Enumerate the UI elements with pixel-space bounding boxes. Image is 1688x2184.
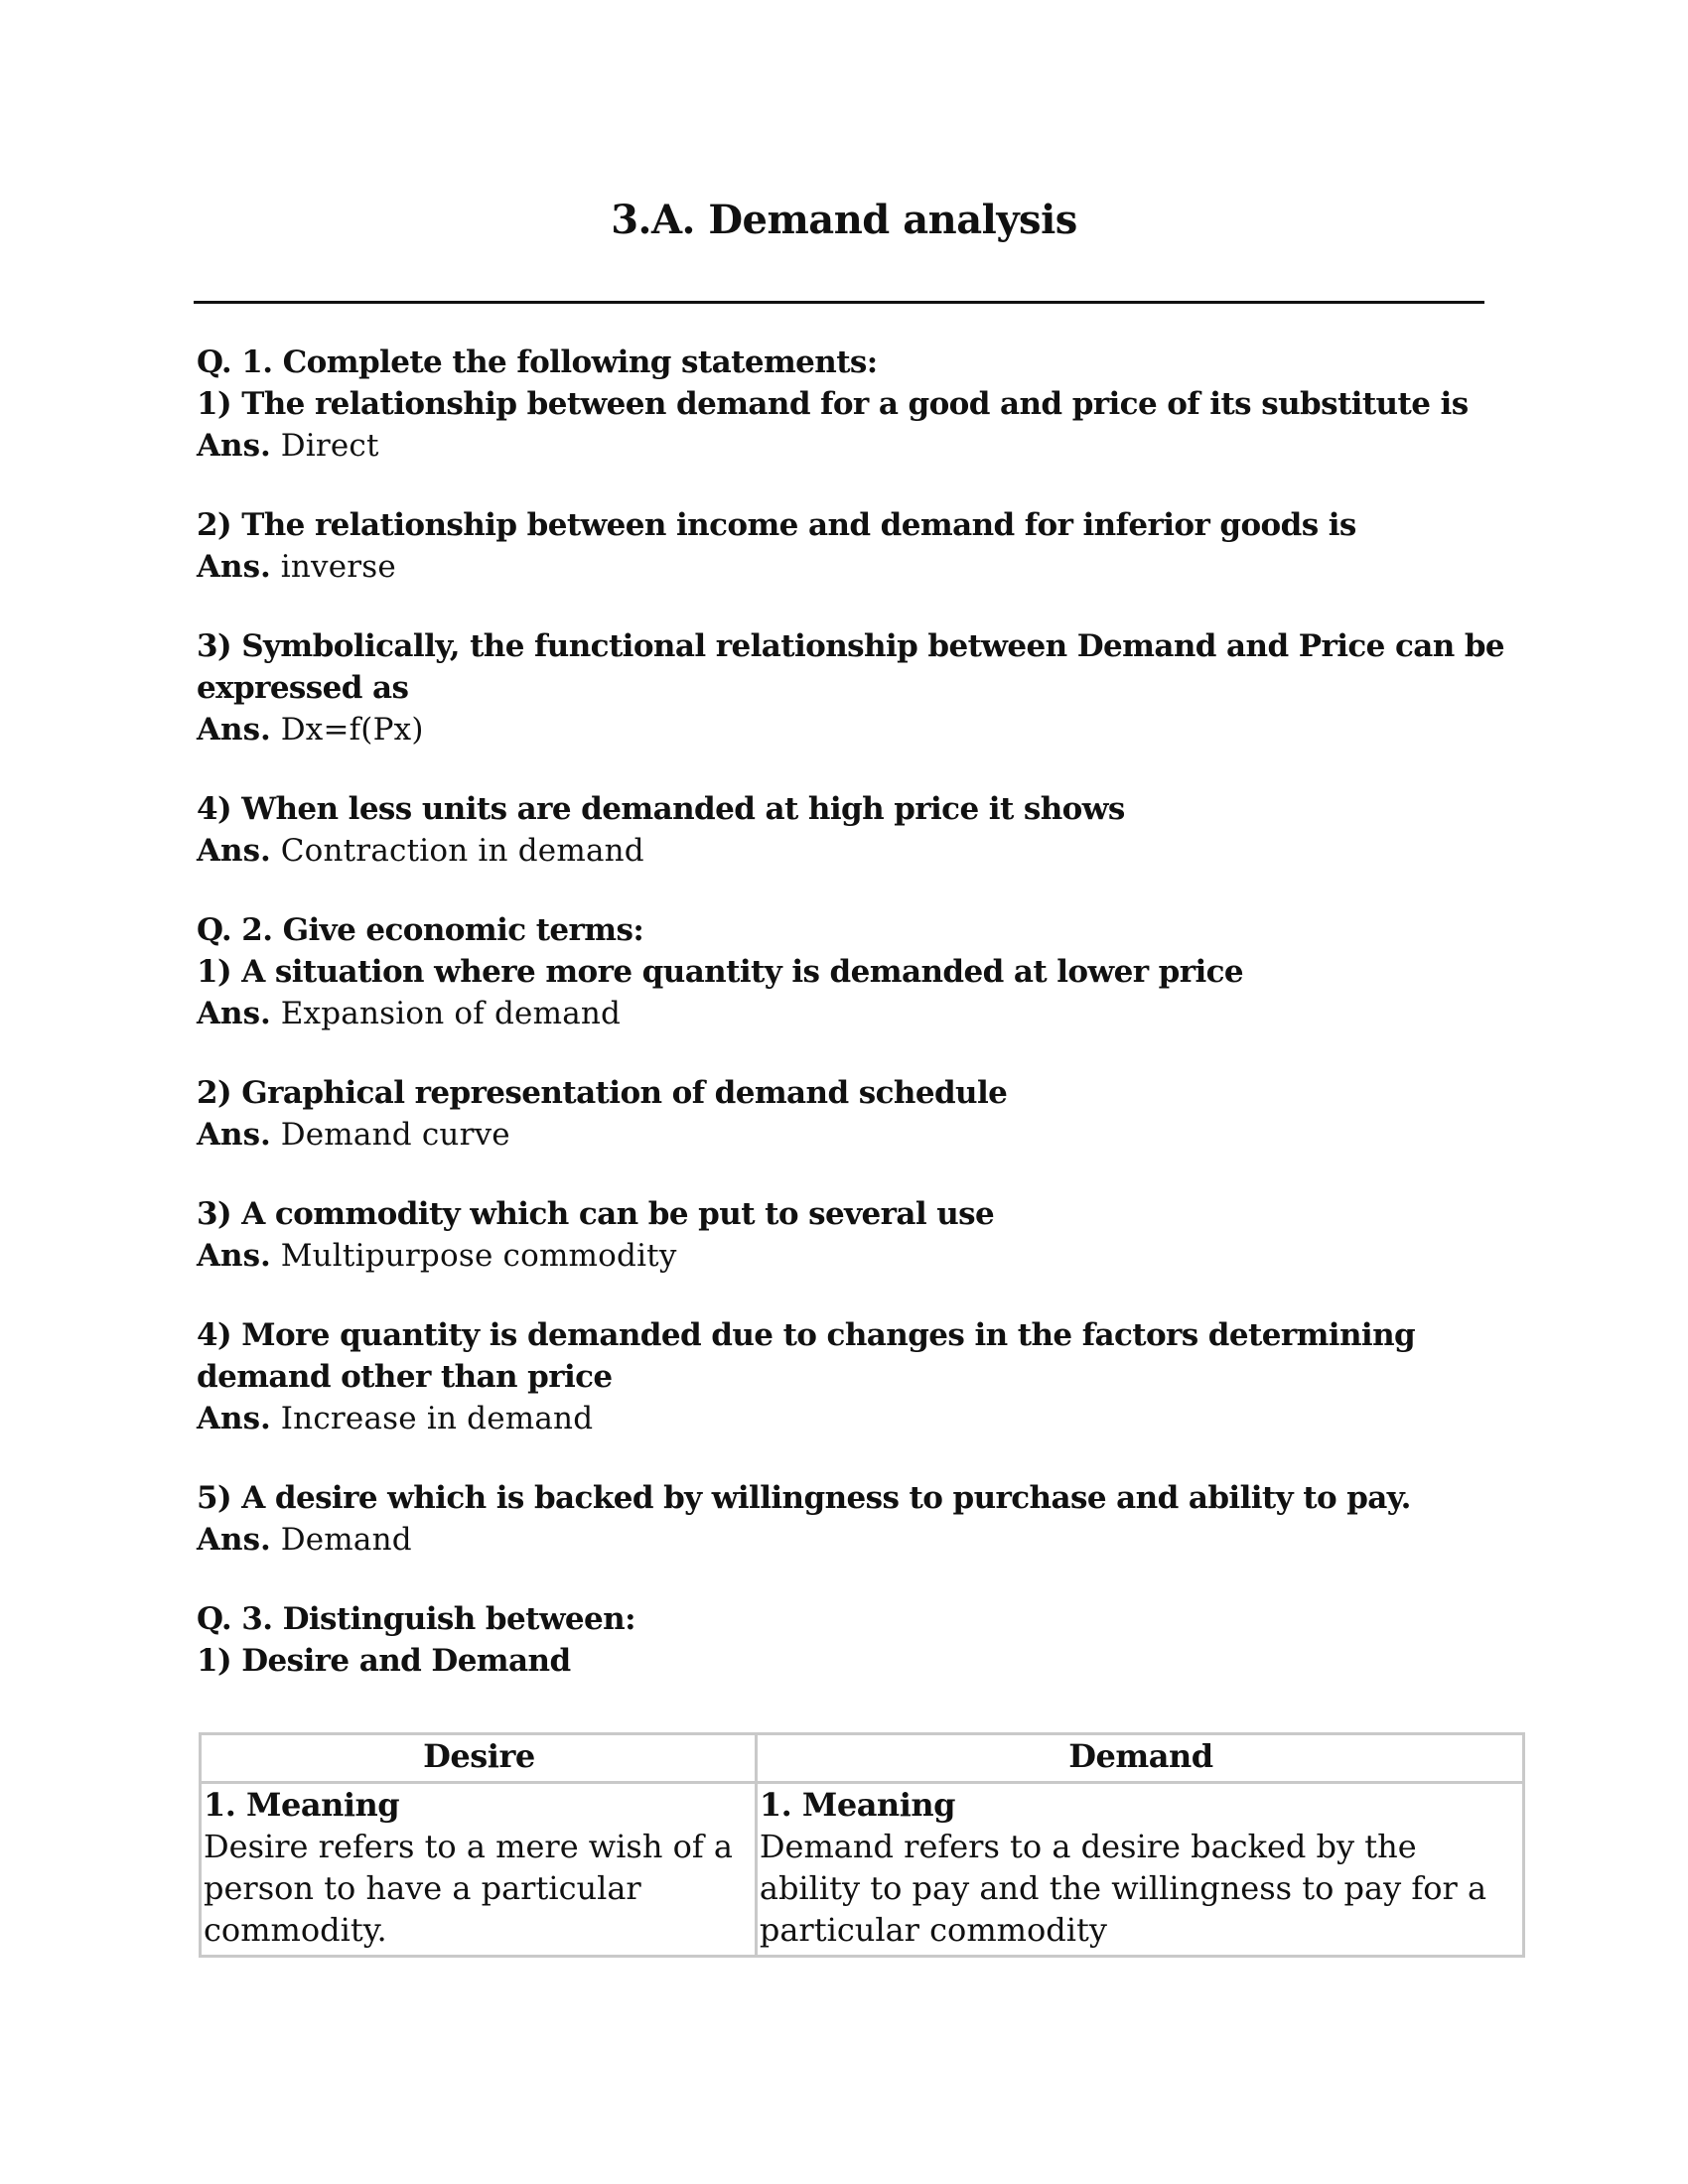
q1-item-4 [197, 788, 1517, 872]
answer-line [197, 425, 1517, 467]
answer-label: Ans. [197, 1117, 271, 1153]
q2-item-1 [197, 951, 1517, 1034]
answer-line [197, 1519, 1517, 1561]
answer-label: Ans. [197, 1401, 271, 1436]
question-statement: 4) When less units are demanded at high price it shows [197, 791, 1125, 827]
answer-label: Ans. [197, 996, 271, 1031]
answer-text: Demand [280, 1522, 412, 1558]
q3-subheading: 1) Desire and Demand [197, 1643, 571, 1679]
answer-text: Increase in demand [280, 1401, 594, 1436]
comparison-table [199, 1732, 1525, 1958]
question-statement: 2) Graphical representation of demand schedule [197, 1075, 1008, 1111]
question-statement: 1) A situation where more quantity is demanded at lower price [197, 954, 1244, 990]
q1-section [197, 341, 1517, 872]
q1-item-2 [197, 504, 1517, 588]
answer-line [197, 1114, 1517, 1156]
q2-item-2 [197, 1072, 1517, 1156]
table-cell-desire [201, 1783, 757, 1957]
title-divider [194, 301, 1484, 304]
cell-text: Desire refers to a mere wish of a person to have a particular commodity. [204, 1828, 733, 1949]
question-statement: 3) A commodity which can be put to several use [197, 1196, 995, 1232]
answer-line [197, 993, 1517, 1034]
answer-text: inverse [280, 549, 396, 585]
column-header-desire: Desire [201, 1734, 757, 1783]
answer-label: Ans. [197, 712, 271, 748]
answer-label: Ans. [197, 1522, 271, 1558]
q3-heading: Q. 3. Distinguish between: [197, 1601, 635, 1637]
cell-title: 1. Meaning [204, 1786, 400, 1824]
question-statement: 2) The relationship between income and demand for inferior goods is [197, 507, 1356, 543]
question-statement: 5) A desire which is backed by willingness to purchase and ability to pay. [197, 1480, 1411, 1516]
answer-text: Expansion of demand [280, 996, 622, 1031]
answer-text: Multipurpose commodity [280, 1238, 677, 1274]
cell-title: 1. Meaning [759, 1786, 955, 1824]
answer-text: Contraction in demand [280, 833, 644, 869]
question-statement: 4) More quantity is demanded due to changes in the factors determining demand other than price [197, 1317, 1416, 1395]
table-row [201, 1783, 1524, 1957]
q2-heading: Q. 2. Give economic terms: [197, 912, 644, 948]
q2-item-4 [197, 1314, 1517, 1439]
question-statement: 3) Symbolically, the functional relationship between Demand and Price can be expressed as [197, 628, 1505, 706]
q1-item-1 [197, 383, 1517, 467]
answer-text: Direct [280, 428, 379, 464]
answer-text: Dx=f(Px) [280, 712, 424, 748]
answer-text: Demand curve [280, 1117, 510, 1153]
answer-line [197, 1235, 1517, 1277]
answer-label: Ans. [197, 428, 271, 464]
question-statement: 1) The relationship between demand for a good and price of its substitute is [197, 386, 1469, 422]
q2-item-3 [197, 1193, 1517, 1277]
table-cell-demand [756, 1783, 1523, 1957]
q2-item-5 [197, 1477, 1517, 1561]
q1-heading: Q. 1. Complete the following statements: [197, 344, 878, 380]
column-header-demand: Demand [756, 1734, 1523, 1783]
answer-label: Ans. [197, 1238, 271, 1274]
answer-line [197, 830, 1517, 872]
table-header-row [201, 1734, 1524, 1783]
answer-label: Ans. [197, 549, 271, 585]
answer-label: Ans. [197, 833, 271, 869]
cell-text: Demand refers to a desire backed by the ability to pay and the willingness to pay for a particular commodity [759, 1828, 1487, 1949]
q1-item-3 [197, 625, 1517, 751]
document-body [197, 341, 1517, 1682]
answer-line [197, 1398, 1517, 1439]
page-title: 3.A. Demand analysis [611, 197, 1077, 243]
answer-line [197, 709, 1517, 751]
q3-section [197, 1598, 1517, 1682]
q2-section [197, 909, 1517, 1561]
answer-line [197, 546, 1517, 588]
